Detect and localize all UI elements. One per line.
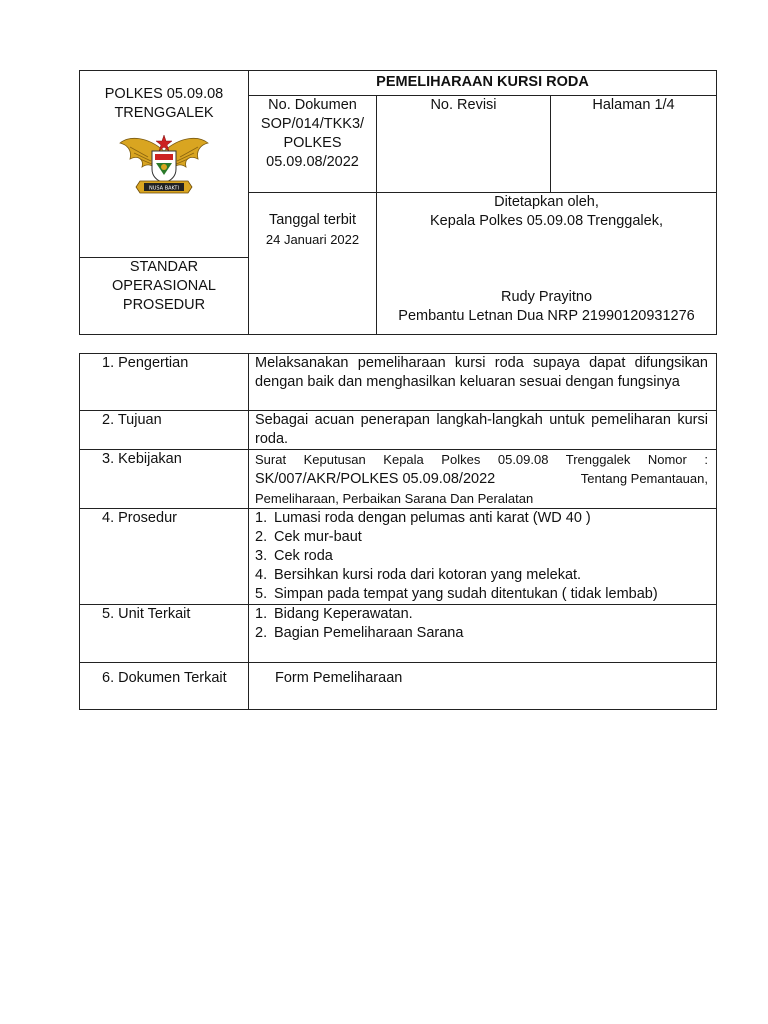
kebijakan-line-1: Surat Keputusan Kepala Polkes 05.09.08 Trenggalek Nomor : bbox=[255, 452, 708, 467]
list-item bbox=[255, 566, 708, 585]
org-cell bbox=[80, 71, 249, 258]
kebijakan-tentang: Tentang Pemantauan, bbox=[580, 471, 708, 486]
halaman-label: Halaman 1/4 bbox=[592, 97, 675, 113]
table-row bbox=[80, 663, 717, 710]
list-item-number: 5. bbox=[255, 586, 268, 602]
sop-label-cell bbox=[80, 258, 249, 335]
tanggal-cell bbox=[249, 193, 377, 335]
no-dokumen-value: SOP/014/TKK3/ POLKES 05.09.08/2022 bbox=[260, 116, 365, 170]
table-row bbox=[80, 450, 717, 509]
list-item bbox=[255, 624, 708, 643]
no-dokumen-cell bbox=[249, 96, 377, 193]
prosedur-list bbox=[255, 509, 708, 604]
ditetapkan-text: Ditetapkan oleh, bbox=[494, 194, 599, 210]
list-item bbox=[255, 509, 708, 528]
table-row bbox=[80, 509, 717, 605]
tujuan-text: Sebagai acuan penerapan langkah-langkah untuk pemeliharan kursi roda. bbox=[249, 411, 717, 450]
list-item bbox=[255, 605, 708, 624]
section-label: 6. Dokumen Terkait bbox=[80, 663, 249, 710]
svg-text:NUSA BAKTI: NUSA BAKTI bbox=[149, 185, 179, 192]
list-item bbox=[255, 528, 708, 547]
header-table bbox=[79, 70, 717, 335]
table-row bbox=[80, 411, 717, 450]
no-dokumen-label: No. Dokumen bbox=[268, 97, 357, 113]
list-item-text: Cek roda bbox=[274, 548, 333, 564]
jabatan-text: Kepala Polkes 05.09.08 Trenggalek, bbox=[430, 213, 663, 229]
halaman-cell bbox=[551, 96, 717, 193]
unit-terkait-cell bbox=[249, 605, 717, 663]
list-item-text: Bidang Keperawatan. bbox=[274, 606, 413, 622]
kebijakan-line-3: Pemeliharaan, Perbaikan Sarana Dan Peralatan bbox=[255, 491, 534, 506]
section-label: 1. Pengertian bbox=[80, 354, 249, 411]
tanggal-label: Tanggal terbit bbox=[268, 212, 357, 228]
penetapan-cell bbox=[377, 193, 717, 335]
section-label: 4. Prosedur bbox=[80, 509, 249, 605]
sop-content-table bbox=[79, 353, 717, 710]
list-item-number: 1. bbox=[255, 510, 268, 526]
unit-terkait-list bbox=[255, 605, 708, 643]
list-item-number: 2. bbox=[255, 529, 268, 545]
table-row bbox=[80, 605, 717, 663]
prosedur-cell bbox=[249, 509, 717, 605]
section-label: 3. Kebijakan bbox=[80, 450, 249, 509]
section-label: 5. Unit Terkait bbox=[80, 605, 249, 663]
list-item-number: 4. bbox=[255, 567, 268, 583]
list-item-number: 2. bbox=[255, 625, 268, 641]
tanggal-value: 24 Januari 2022 bbox=[265, 232, 360, 247]
kebijakan-sk-number: SK/007/AKR/POLKES 05.09.08/2022 bbox=[255, 471, 496, 487]
list-item-text: Bersihkan kursi roda dari kotoran yang melekat. bbox=[274, 567, 582, 583]
dokumen-terkait-text: Form Pemeliharaan bbox=[249, 663, 717, 710]
list-item-number: 1. bbox=[255, 606, 268, 622]
table-row bbox=[80, 354, 717, 411]
pengertian-text: Melaksanakan pemeliharaan kursi roda supaya dapat difungsikan dengan baik dan menghasilkan keluaran sesuai dengan fungsinya bbox=[249, 354, 717, 411]
no-revisi-label: No. Revisi bbox=[430, 97, 497, 113]
pangkat-nrp: Pembantu Letnan Dua NRP 21990120931276 bbox=[398, 308, 695, 324]
document-title: PEMELIHARAAN KURSI RODA bbox=[249, 71, 717, 96]
list-item-text: Bagian Pemeliharaan Sarana bbox=[274, 625, 464, 641]
list-item-number: 3. bbox=[255, 548, 268, 564]
list-item-text: Simpan pada tempat yang sudah ditentukan ( tidak lembab) bbox=[274, 586, 658, 602]
list-item bbox=[255, 585, 708, 604]
org-name: POLKES 05.09.08 TRENGGALEK bbox=[104, 86, 224, 121]
list-item bbox=[255, 547, 708, 566]
list-item-text: Cek mur-baut bbox=[274, 529, 362, 545]
kebijakan-cell bbox=[249, 450, 717, 509]
section-label: 2. Tujuan bbox=[80, 411, 249, 450]
list-item-text: Lumasi roda dengan pelumas anti karat (WD 40 ) bbox=[274, 510, 591, 526]
no-revisi-cell bbox=[377, 96, 551, 193]
nama-pejabat: Rudy Prayitno bbox=[500, 289, 593, 305]
sop-label: STANDAR OPERASIONAL PROSEDUR bbox=[112, 259, 216, 313]
military-emblem-icon bbox=[118, 129, 210, 195]
